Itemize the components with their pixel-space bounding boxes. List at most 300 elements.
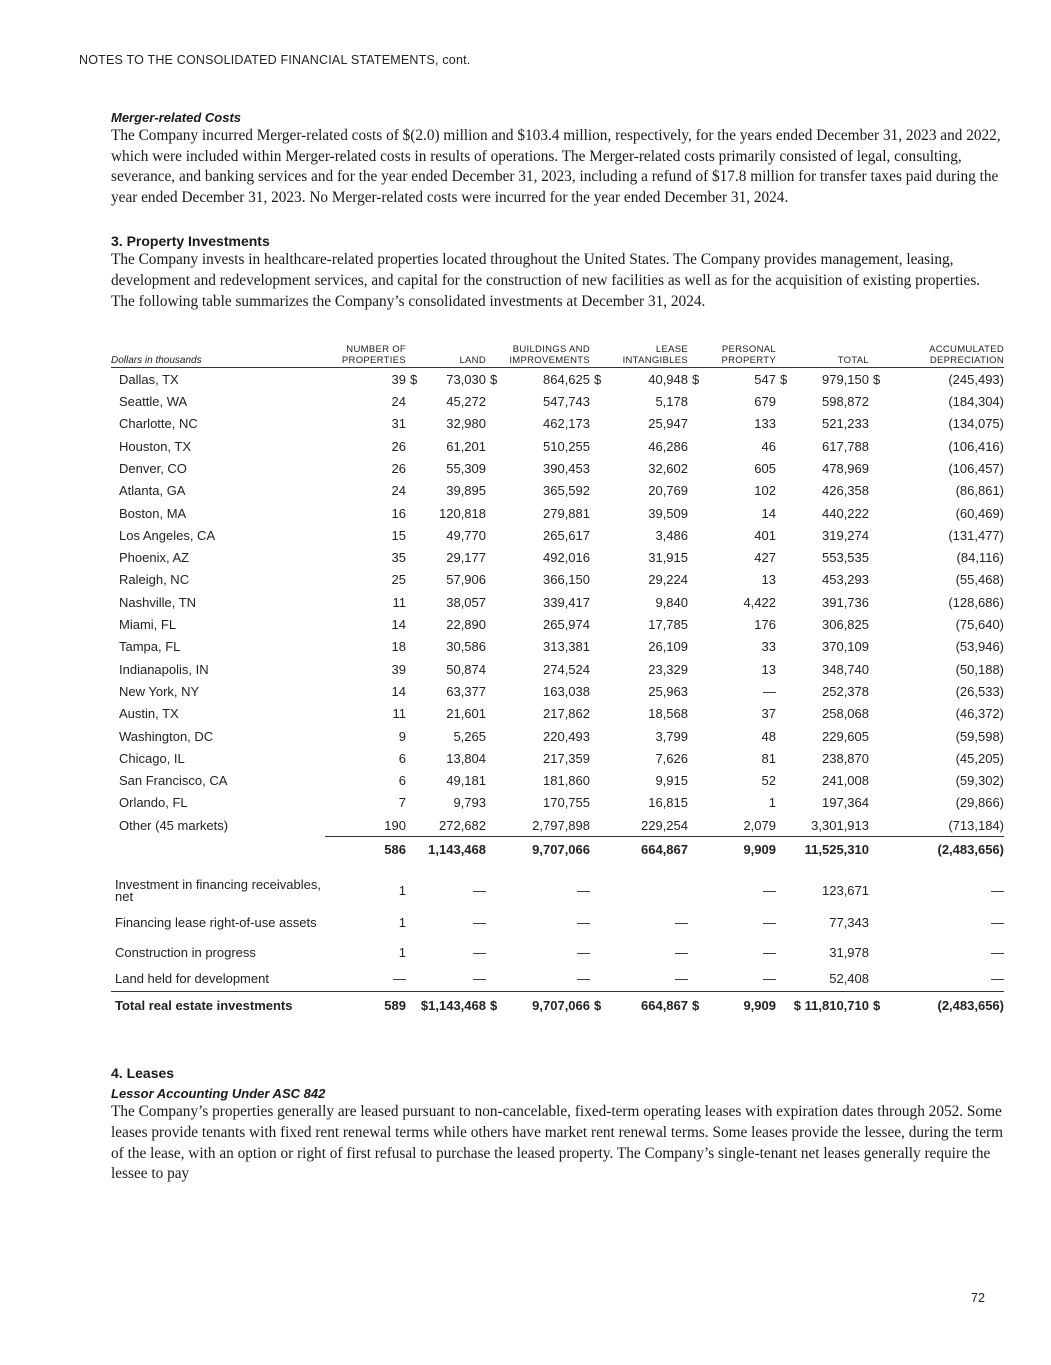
table-row	[111, 939, 1004, 965]
table-row	[111, 435, 1004, 457]
table-row	[111, 907, 1004, 939]
currency-symbol	[406, 965, 420, 992]
currency-symbol	[688, 907, 702, 939]
currency-symbol	[406, 569, 420, 591]
cell-accumulated: (245,493)	[948, 371, 1004, 387]
cell-lease: 3,486	[655, 527, 688, 543]
cell-properties: 15	[391, 527, 406, 543]
currency-symbol	[776, 992, 790, 1019]
currency-symbol	[776, 725, 790, 747]
currency-symbol	[590, 636, 604, 658]
cell-buildings: 864,625	[543, 371, 590, 387]
currency-symbol	[776, 547, 790, 569]
cell-accumulated: (86,861)	[955, 483, 1004, 499]
currency-symbol	[776, 413, 790, 435]
currency-symbol	[486, 636, 500, 658]
cell-land: —	[473, 883, 486, 899]
market-name: Seattle, WA	[119, 394, 188, 410]
cell-lease: 25,963	[648, 683, 688, 699]
cell-properties: 1	[398, 944, 406, 960]
market-name: Investment in financing receivables, net	[115, 876, 321, 905]
currency-symbol	[486, 457, 500, 479]
currency-symbol	[486, 390, 500, 412]
cell-accumulated: —	[991, 944, 1004, 960]
currency-symbol	[590, 591, 604, 613]
currency-symbol	[590, 658, 604, 680]
cell-accumulated: (184,304)	[948, 394, 1004, 410]
currency-symbol	[776, 703, 790, 725]
cell-land: 50,874	[446, 661, 486, 677]
currency-symbol	[406, 480, 420, 502]
cell-lease: 7,626	[655, 750, 688, 766]
cell-properties: 190	[325, 814, 406, 837]
currency-symbol	[869, 875, 883, 907]
currency-symbol	[590, 703, 604, 725]
currency-symbol: $	[590, 992, 604, 1019]
cell-personal: 13	[761, 572, 776, 588]
currency-symbol	[486, 814, 500, 837]
currency-symbol	[406, 390, 420, 412]
currency-symbol	[486, 747, 500, 769]
currency-symbol	[486, 680, 500, 702]
currency-symbol	[406, 939, 420, 965]
currency-symbol	[406, 457, 420, 479]
page-header: NOTES TO THE CONSOLIDATED FINANCIAL STATEMENTS, cont.	[79, 53, 471, 67]
table-row	[111, 770, 1004, 792]
cell-land: 5,265	[453, 728, 486, 744]
cell-total: 31,978	[829, 944, 869, 960]
currency-symbol	[776, 658, 790, 680]
property-investments-title: 3. Property Investments	[111, 233, 270, 250]
col-header-properties: NUMBER OF PROPERTIES	[325, 344, 406, 368]
market-name: Other (45 markets)	[119, 817, 229, 833]
page-number: 72	[971, 1291, 985, 1305]
currency-symbol	[590, 814, 604, 837]
cell-total: 348,740	[822, 661, 869, 677]
cell-lease: 17,785	[648, 617, 688, 633]
cell-personal: 14	[761, 505, 776, 521]
currency-symbol	[776, 680, 790, 702]
cell-properties: 39	[391, 661, 406, 677]
market-name: Dallas, TX	[119, 371, 179, 387]
cell-personal: 605	[754, 460, 776, 476]
cell-lease: 32,602	[648, 460, 688, 476]
currency-symbol	[688, 965, 702, 992]
cell-accumulated: (84,116)	[956, 550, 1004, 566]
cell-personal: 102	[754, 483, 776, 499]
currency-symbol	[776, 792, 790, 814]
cell-lease: 9,915	[655, 773, 688, 789]
cell-land: 22,890	[446, 617, 486, 633]
market-name: Orlando, FL	[119, 795, 188, 811]
cell-land: 55,309	[446, 460, 486, 476]
cell-buildings: —	[577, 915, 590, 931]
cell-land: 49,770	[446, 527, 486, 543]
currency-symbol	[406, 792, 420, 814]
currency-symbol	[869, 837, 883, 862]
page-content	[111, 110, 1006, 1185]
market-name: Phoenix, AZ	[119, 550, 190, 566]
cell-personal: 547	[754, 371, 776, 387]
cell-lease: —	[675, 915, 688, 931]
cell-accumulated: (60,469)	[955, 505, 1004, 521]
market-name: New York, NY	[119, 683, 200, 699]
cell-accumulated: (2,483,656)	[937, 841, 1004, 857]
cell-buildings: 366,150	[543, 572, 590, 588]
cell-properties: 25	[391, 572, 406, 588]
cell-land: 120,818	[439, 505, 486, 521]
cell-personal: —	[763, 944, 776, 960]
currency-symbol	[688, 680, 702, 702]
cell-properties: 9	[398, 728, 406, 744]
cell-accumulated: —	[991, 883, 1004, 899]
currency-symbol	[776, 435, 790, 457]
currency-symbol	[869, 965, 883, 992]
cell-buildings: 9,707,066	[500, 992, 590, 1019]
currency-symbol: $	[594, 371, 602, 387]
cell-accumulated: (75,640)	[955, 617, 1004, 633]
currency-symbol	[406, 875, 420, 907]
currency-symbol	[869, 725, 883, 747]
cell-total: 553,535	[822, 550, 869, 566]
cell-properties: 586	[384, 841, 406, 857]
currency-symbol	[776, 965, 790, 992]
cell-total: 370,109	[822, 639, 869, 655]
table-row	[111, 792, 1004, 814]
currency-symbol	[590, 965, 604, 992]
currency-symbol	[688, 725, 702, 747]
currency-symbol	[869, 413, 883, 435]
cell-lease: 664,867	[641, 841, 688, 857]
currency-symbol	[869, 480, 883, 502]
currency-symbol	[406, 703, 420, 725]
cell-properties: 11	[392, 706, 406, 722]
cell-lease: 23,329	[648, 661, 688, 677]
cell-total: 979,150	[822, 371, 869, 387]
cell-land: 32,980	[446, 416, 486, 432]
table-row	[111, 480, 1004, 502]
cell-total: 123,671	[822, 883, 869, 899]
col-header-accumulated-depreciation: ACCUMULATED DEPRECIATION	[883, 344, 1004, 368]
table-row	[111, 680, 1004, 702]
cell-accumulated: (45,205)	[955, 750, 1004, 766]
merger-costs-body: The Company incurred Merger-related costs of $(2.0) million and $103.4 million, respectively, for the years ended December 31, 2023 and 2022, which were included within Merger-related costs in results of operations. The Merger-related costs primarily consisted of legal, consulting, severance, and banking services and for the year ended December 31, 2023, including a refund of $17.8 million for transfer taxes paid during the year ended December 31, 2023. No Merger-related costs were incurred for the year ended December 31, 2024.	[111, 127, 1001, 206]
currency-symbol	[590, 680, 604, 702]
cell-buildings: —	[577, 944, 590, 960]
cell-accumulated: (26,533)	[955, 683, 1004, 699]
currency-symbol	[776, 770, 790, 792]
market-name: Land held for development	[115, 970, 269, 986]
cell-total: 521,233	[822, 416, 869, 432]
currency-symbol	[406, 747, 420, 769]
cell-personal: —	[763, 683, 776, 699]
cell-lease: 39,509	[648, 505, 688, 521]
cell-land: 61,201	[446, 438, 486, 454]
cell-personal: 46	[761, 438, 776, 454]
currency-symbol	[590, 939, 604, 965]
col-header-buildings: BUILDINGS AND IMPROVEMENTS	[500, 344, 590, 368]
currency-symbol	[869, 792, 883, 814]
market-name: Chicago, IL	[119, 750, 185, 766]
currency-symbol	[590, 792, 604, 814]
currency-symbol	[406, 837, 420, 862]
cell-total: 617,788	[822, 438, 869, 454]
currency-symbol	[486, 965, 500, 992]
cell-accumulated: —	[991, 970, 1004, 986]
currency-symbol	[590, 435, 604, 457]
market-name: Los Angeles, CA	[119, 527, 216, 543]
cell-buildings: 217,359	[543, 750, 590, 766]
currency-symbol	[406, 770, 420, 792]
currency-symbol	[406, 725, 420, 747]
currency-symbol	[869, 613, 883, 635]
cell-accumulated: (59,302)	[955, 773, 1004, 789]
currency-symbol	[869, 703, 883, 725]
cell-lease: 20,769	[648, 483, 688, 499]
cell-lease: 18,568	[648, 706, 688, 722]
currency-symbol	[869, 502, 883, 524]
currency-symbol	[776, 613, 790, 635]
market-name: Total real estate investments	[111, 992, 325, 1019]
cell-total: 229,605	[822, 728, 869, 744]
cell-total: 77,343	[829, 915, 869, 931]
cell-properties: 26	[391, 460, 406, 476]
cell-total: 453,293	[822, 572, 869, 588]
currency-symbol	[688, 524, 702, 546]
cell-buildings: 510,255	[543, 438, 590, 454]
cell-properties: 35	[391, 550, 406, 566]
cell-personal: 401	[754, 527, 776, 543]
currency-symbol: $	[692, 371, 700, 387]
currency-symbol	[590, 907, 604, 939]
table-row	[111, 524, 1004, 546]
currency-symbol	[688, 547, 702, 569]
table-row	[111, 613, 1004, 635]
currency-symbol	[869, 658, 883, 680]
cell-properties: 26	[391, 438, 406, 454]
cell-land: —	[473, 944, 486, 960]
currency-symbol	[688, 875, 702, 907]
cell-properties: 18	[391, 639, 406, 655]
cell-properties: 14	[391, 683, 406, 699]
cell-buildings: 170,755	[543, 795, 590, 811]
currency-symbol	[776, 814, 790, 837]
currency-symbol	[776, 837, 790, 862]
currency-symbol	[486, 480, 500, 502]
cell-personal: 679	[754, 394, 776, 410]
currency-symbol	[776, 636, 790, 658]
market-name: Tampa, FL	[119, 639, 181, 655]
cell-land: 29,177	[446, 550, 486, 566]
market-name: Nashville, TN	[119, 594, 197, 610]
merger-costs-section	[111, 110, 1006, 208]
currency-symbol	[688, 613, 702, 635]
cell-total: 426,358	[822, 483, 869, 499]
currency-symbol	[406, 907, 420, 939]
currency-symbol	[486, 591, 500, 613]
col-header-personal-property: PERSONAL PROPERTY	[702, 344, 776, 368]
market-name: Miami, FL	[119, 617, 177, 633]
currency-symbol	[688, 480, 702, 502]
cell-land: 1,143,468	[428, 841, 486, 857]
currency-symbol: $	[780, 371, 788, 387]
currency-symbol	[688, 390, 702, 412]
currency-symbol	[406, 613, 420, 635]
cell-lease: —	[675, 970, 688, 986]
cell-personal: 176	[754, 617, 776, 633]
currency-symbol	[776, 569, 790, 591]
cell-properties: 14	[391, 617, 406, 633]
currency-symbol	[486, 658, 500, 680]
cell-buildings: 9,707,066	[532, 841, 590, 857]
currency-symbol	[776, 875, 790, 907]
currency-symbol	[869, 747, 883, 769]
property-investments-section	[111, 232, 1006, 312]
cell-accumulated: (134,075)	[948, 416, 1004, 432]
cell-properties: 24	[391, 394, 406, 410]
currency-symbol	[486, 413, 500, 435]
cell-buildings: 265,617	[543, 527, 590, 543]
lessor-accounting-subtitle: Lessor Accounting Under ASC 842	[111, 1086, 326, 1102]
cell-properties: 7	[398, 795, 406, 811]
currency-symbol	[486, 792, 500, 814]
market-name: Raleigh, NC	[119, 572, 190, 588]
currency-symbol	[869, 680, 883, 702]
market-name: Boston, MA	[119, 505, 187, 521]
cell-buildings: 181,860	[543, 773, 590, 789]
currency-symbol	[486, 837, 500, 862]
currency-symbol	[486, 939, 500, 965]
table-row	[111, 368, 1004, 391]
cell-buildings: 492,016	[543, 550, 590, 566]
currency-symbol	[776, 502, 790, 524]
currency-symbol	[590, 524, 604, 546]
cell-land: 63,377	[446, 683, 486, 699]
table-row	[111, 390, 1004, 412]
currency-symbol	[869, 569, 883, 591]
cell-buildings: 547,743	[543, 394, 590, 410]
cell-personal: 48	[761, 728, 776, 744]
cell-land: 21,601	[446, 706, 486, 722]
currency-symbol	[590, 502, 604, 524]
currency-symbol	[486, 770, 500, 792]
currency-symbol	[776, 390, 790, 412]
currency-symbol: $	[873, 371, 881, 387]
currency-symbol	[869, 457, 883, 479]
currency-symbol: $	[490, 371, 498, 387]
total-row	[111, 992, 1004, 1019]
currency-symbol	[406, 524, 420, 546]
cell-lease: 26,109	[648, 639, 688, 655]
market-name: Financing lease right-of-use assets	[115, 915, 317, 931]
cell-land: —	[473, 970, 486, 986]
currency-symbol	[776, 480, 790, 502]
cell-total: 3,301,913	[790, 814, 869, 837]
currency-symbol	[486, 613, 500, 635]
table-row	[111, 658, 1004, 680]
currency-symbol	[869, 814, 883, 837]
cell-buildings: 279,881	[543, 505, 590, 521]
currency-symbol	[688, 792, 702, 814]
cell-total: 391,736	[822, 594, 869, 610]
currency-symbol	[688, 939, 702, 965]
currency-symbol	[869, 524, 883, 546]
cell-personal: 133	[754, 416, 776, 432]
currency-symbol	[776, 524, 790, 546]
currency-symbol	[590, 725, 604, 747]
table-row	[111, 747, 1004, 769]
table-header-row	[111, 344, 1004, 368]
currency-symbol	[406, 636, 420, 658]
market-name: Indianapolis, IN	[119, 661, 209, 677]
currency-symbol	[869, 390, 883, 412]
cell-lease: 40,948	[648, 371, 688, 387]
currency-symbol	[406, 435, 420, 457]
cell-land: $1,143,468	[420, 992, 486, 1019]
cell-lease: 16,815	[648, 795, 688, 811]
cell-personal: 13	[761, 661, 776, 677]
currency-symbol	[406, 992, 420, 1019]
currency-symbol	[590, 413, 604, 435]
cell-properties: 1	[398, 883, 406, 899]
market-name: Denver, CO	[119, 460, 187, 476]
cell-lease: 5,178	[655, 394, 688, 410]
cell-total: 258,068	[822, 706, 869, 722]
currency-symbol	[688, 413, 702, 435]
cell-accumulated: (131,477)	[948, 527, 1004, 543]
cell-accumulated: (55,468)	[955, 572, 1004, 588]
cell-total: 238,870	[822, 750, 869, 766]
table-row	[111, 965, 1004, 992]
cell-accumulated: (2,483,656)	[883, 992, 1004, 1019]
currency-symbol	[869, 770, 883, 792]
merger-costs-title: Merger-related Costs	[111, 110, 242, 125]
cell-total: $ 11,810,710	[790, 992, 869, 1019]
cell-properties: 589	[325, 992, 406, 1019]
currency-symbol	[486, 524, 500, 546]
cell-total: 319,274	[822, 527, 869, 543]
cell-buildings: 220,493	[543, 728, 590, 744]
cell-total: 252,378	[822, 683, 869, 699]
cell-lease: 229,254	[604, 814, 688, 837]
currency-symbol	[688, 770, 702, 792]
currency-symbol	[486, 435, 500, 457]
cell-accumulated: (128,686)	[948, 594, 1004, 610]
currency-symbol	[869, 547, 883, 569]
cell-total: 52,408	[829, 970, 869, 986]
cell-personal: —	[763, 970, 776, 986]
currency-symbol: $	[410, 371, 418, 387]
table-row	[111, 875, 1004, 907]
cell-personal: 9,909	[702, 992, 776, 1019]
cell-land: 73,030	[446, 371, 486, 387]
cell-properties: 24	[391, 483, 406, 499]
currency-symbol	[406, 413, 420, 435]
cell-properties: 1	[398, 915, 406, 931]
cell-total: 306,825	[822, 617, 869, 633]
currency-symbol	[406, 547, 420, 569]
cell-buildings: 390,453	[543, 460, 590, 476]
cell-accumulated: (50,188)	[955, 661, 1004, 677]
cell-personal: 2,079	[702, 814, 776, 837]
currency-symbol	[776, 457, 790, 479]
cell-land: 57,906	[446, 572, 486, 588]
cell-properties: 31	[391, 416, 406, 432]
currency-symbol	[486, 907, 500, 939]
cell-personal: —	[763, 883, 776, 899]
cell-properties: 39	[391, 371, 406, 387]
cell-lease: 9,840	[655, 594, 688, 610]
